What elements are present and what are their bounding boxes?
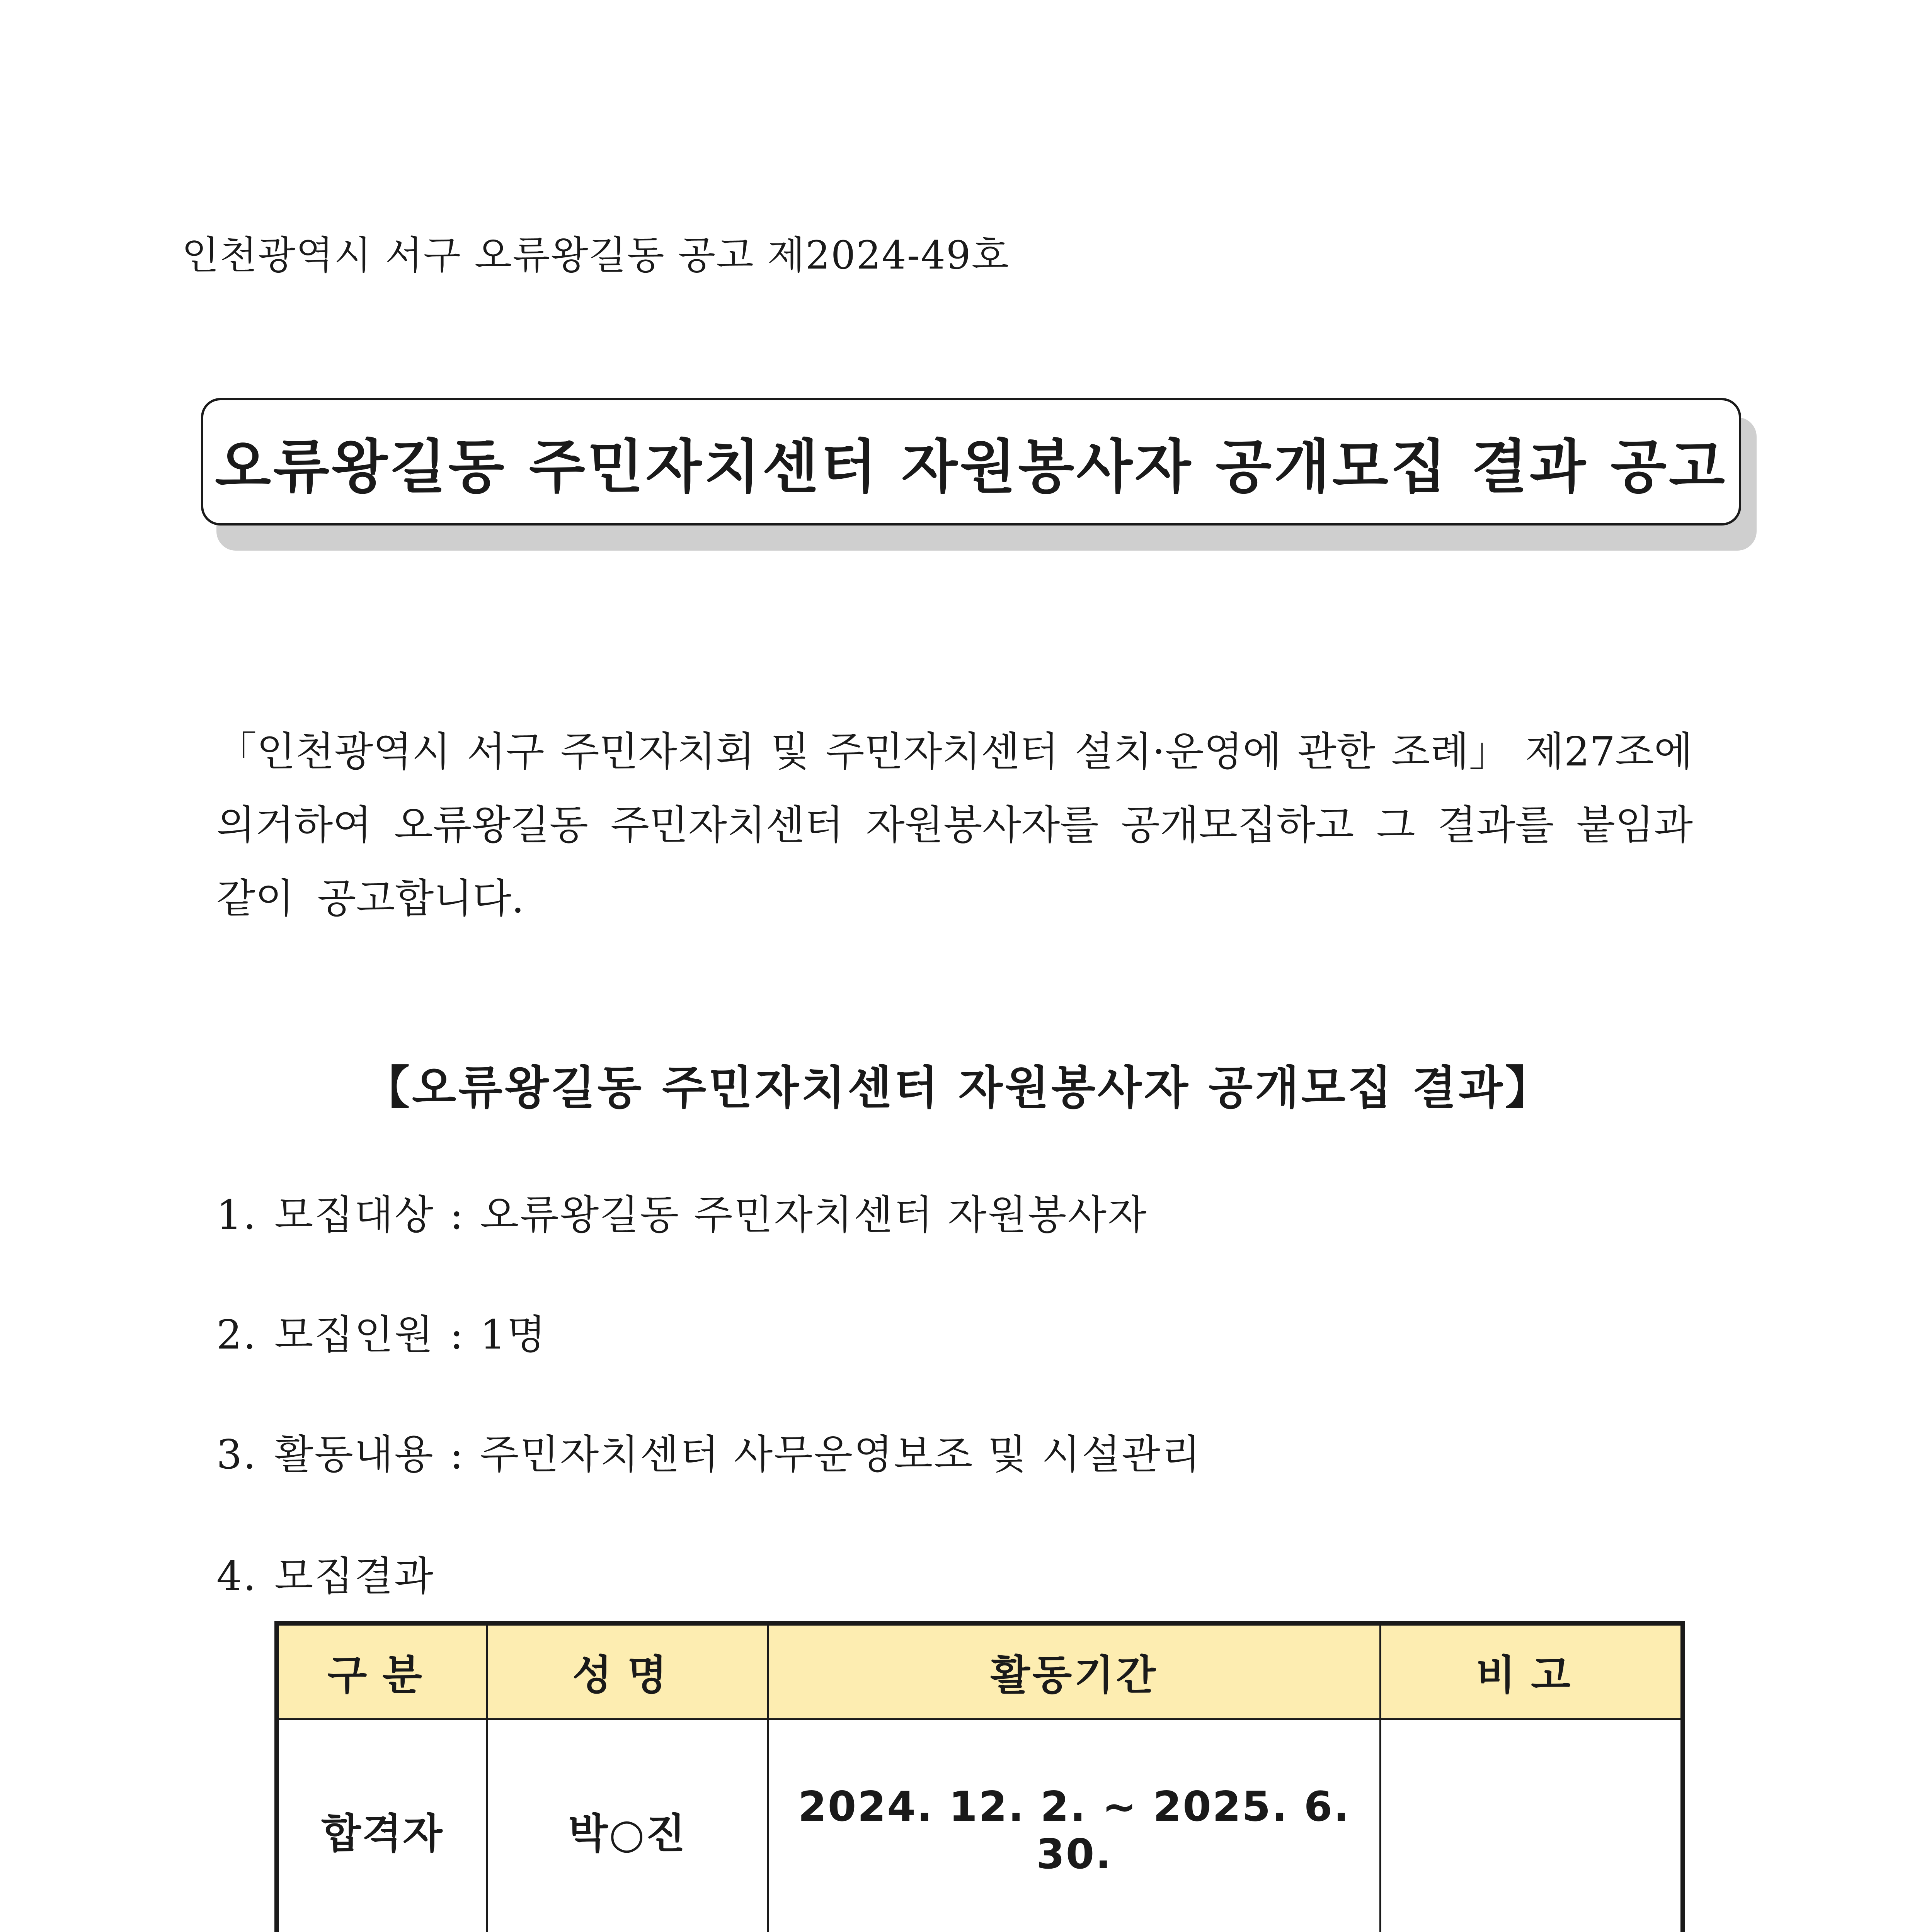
- result-table: [274, 1621, 1685, 1932]
- item-label: 모집대상: [274, 1191, 434, 1238]
- item-separator: :: [449, 1431, 465, 1478]
- item-recruit-count: [216, 1302, 547, 1360]
- item-value: 오류왕길동 주민자치센터 자원봉사자: [480, 1191, 1148, 1238]
- item-value: 주민자치센터 사무운영보조 및 시설관리: [480, 1431, 1202, 1478]
- intro-word: 제27조에: [1525, 728, 1693, 775]
- intro-word: 주민자치회: [560, 728, 755, 775]
- intro-word: 공개모집하고: [1121, 801, 1354, 849]
- notice-number: 인천광역시 서구 오류왕길동 공고 제2024-49호: [182, 233, 1010, 278]
- intro-paragraph: [216, 715, 1693, 935]
- item-number: 1.: [216, 1191, 257, 1238]
- intro-line-3: [216, 862, 1693, 935]
- item-number: 3.: [216, 1431, 257, 1478]
- item-recruit-target: [216, 1182, 1147, 1240]
- header-name: 성명: [487, 1623, 768, 1719]
- title-box: [201, 398, 1741, 526]
- section-heading: 【오류왕길동 주민자치센터 자원봉사자 공개모집 결과】: [364, 1061, 1553, 1114]
- item-number: 2.: [216, 1311, 257, 1358]
- table-header-row: [277, 1623, 1683, 1719]
- intro-word: 설치·운영에: [1074, 728, 1282, 775]
- intro-word: 오류왕길동: [394, 801, 588, 849]
- cell-category: 합격자: [277, 1719, 487, 1932]
- intro-word: 관한: [1297, 728, 1376, 775]
- intro-word: 및: [771, 728, 810, 775]
- cell-name: 박○진: [487, 1719, 768, 1932]
- intro-word: 의거하여: [216, 801, 372, 849]
- item-label: 모집인원: [274, 1311, 434, 1358]
- intro-line-1: [216, 715, 1693, 788]
- page-title: 오류왕길동 주민자치센터 자원봉사자 공개모집 결과 공고: [215, 434, 1727, 501]
- item-value: 1명: [480, 1311, 547, 1358]
- item-result: [216, 1544, 434, 1602]
- item-number: 4.: [216, 1553, 257, 1600]
- intro-word: 같이: [216, 875, 294, 922]
- word-space: [294, 862, 317, 935]
- intro-word: 자원봉사자를: [866, 801, 1099, 849]
- intro-word: 공고합니다.: [317, 875, 524, 922]
- cell-period: 2024. 12. 2. ~ 2025. 6. 30.: [768, 1719, 1381, 1932]
- item-activity: [216, 1422, 1202, 1480]
- item-separator: :: [449, 1311, 465, 1358]
- intro-word: 「인천광역시: [216, 728, 451, 775]
- intro-word: 조례」: [1391, 728, 1509, 775]
- item-label: 모집결과: [274, 1553, 434, 1600]
- intro-word: 그: [1376, 801, 1415, 849]
- cell-remarks: [1381, 1719, 1683, 1932]
- intro-word: 주민자치센터: [826, 728, 1059, 775]
- intro-word: 결과를: [1437, 801, 1554, 849]
- header-remarks: 비고: [1381, 1623, 1683, 1719]
- intro-word: 주민자치센터: [610, 801, 844, 849]
- item-separator: :: [449, 1191, 465, 1238]
- header-period: 활동기간: [768, 1623, 1381, 1719]
- intro-word: 붙임과: [1576, 801, 1693, 849]
- header-category: 구분: [277, 1623, 487, 1719]
- table-row: [277, 1719, 1683, 1932]
- intro-line-2: [216, 788, 1693, 862]
- item-label: 활동내용: [274, 1431, 434, 1478]
- intro-word: 서구: [466, 728, 545, 775]
